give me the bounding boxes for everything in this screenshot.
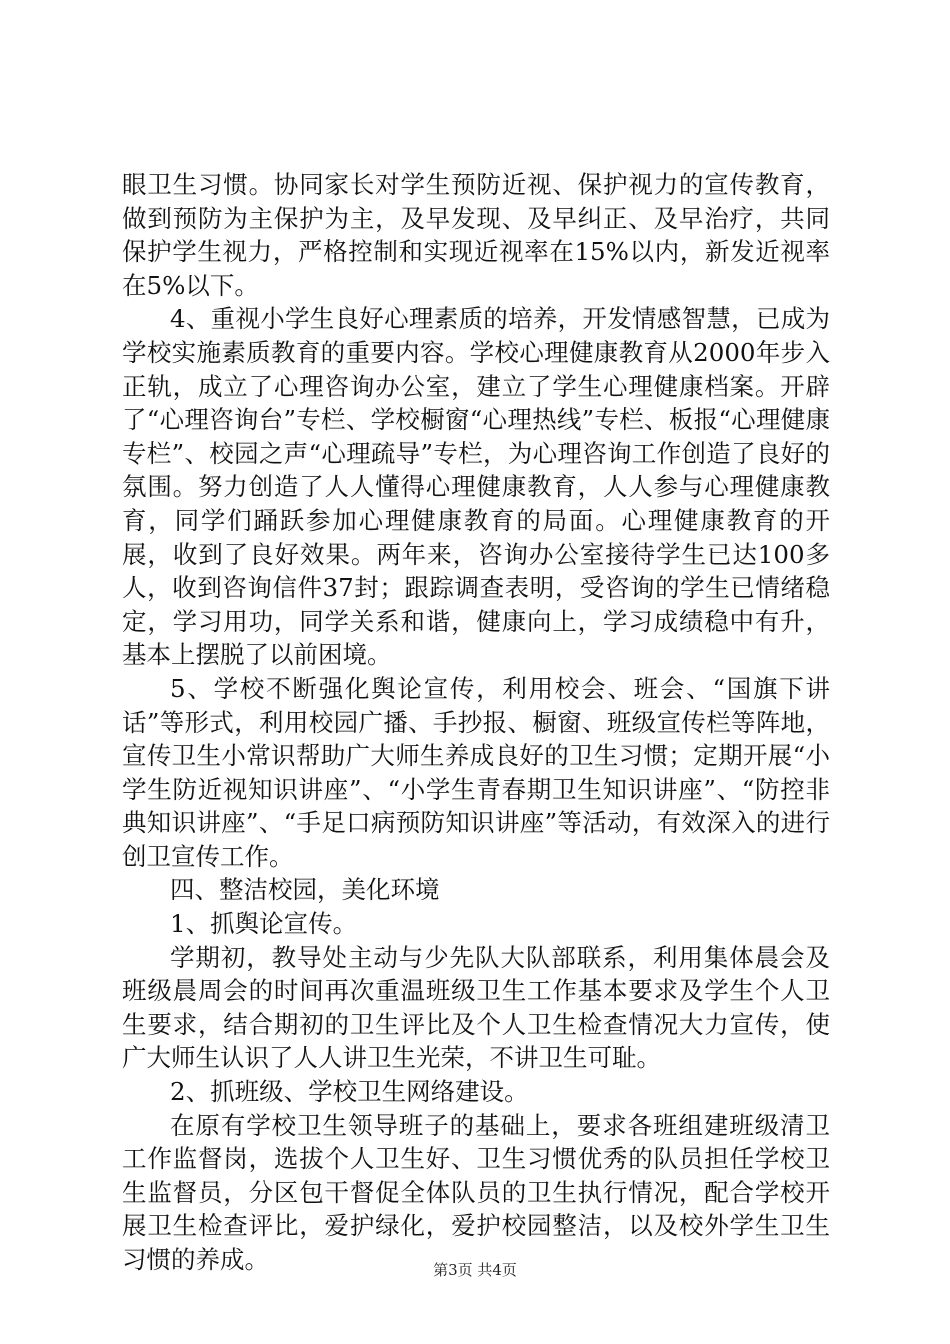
subheading-2: 2、抓班级、学校卫生网络建设。 (170, 1077, 529, 1107)
paragraph-3: 5、学校不断强化舆论宣传，利用校会、班会、“国旗下讲话”等形式，利用校园广播、手抄报、橱窗、班级宣传栏等阵地，宣传卫生小常识帮助广大师生养成良好的卫生习惯；定期开展“小学生防近视知识讲座”、“小学生青春期卫生知识讲座”、“防控非典知识讲座”、“手足口病预防知识讲座”等活动，有效深入的进行创卫宣传工作。 (122, 673, 830, 871)
page-footer: 第3页 共4页 (433, 1261, 517, 1279)
document-body (122, 168, 830, 1277)
paragraph-2: 4、重视小学生良好心理素质的培养，开发情感智慧，已成为学校实施素质教育的重要内容。学校心理健康教育从2000年步入正轨，成立了心理咨询办公室，建立了学生心理健康档案。开辟了“心理咨询台”专栏、学校橱窗“心理热线”专栏、板报“心理健康专栏”、校园之声“心理疏导”专栏，为心理咨询工作创造了良好的氛围。努力创造了人人懂得心理健康教育，人人参与心理健康教育，同学们踊跃参加心理健康教育的局面。心理健康教育的开展，收到了良好效果。两年来，咨询办公室接待学生已达100多人，收到咨询信件37封；跟踪调查表明，受咨询的学生已情绪稳定，学习用功，同学关系和谐，健康向上，学习成绩稳中有升，基本上摆脱了以前困境。 (122, 304, 830, 670)
section-heading: 四、整洁校园，美化环境 (170, 875, 440, 905)
paragraph-4: 学期初，教导处主动与少先队大队部联系，利用集体晨会及班级晨周会的时间再次重温班级卫生工作基本要求及学生个人卫生要求，结合期初的卫生评比及个人卫生检查情况大力宣传，使广大师生认识了人人讲卫生光荣，不讲卫生可耻。 (122, 942, 830, 1073)
paragraph-1: 眼卫生习惯。协同家长对学生预防近视、保护视力的宣传教育，做到预防为主保护为主，及早发现、及早纠正、及早治疗，共同保护学生视力，严格控制和实现近视率在15%以内，新发近视率在5%以下。 (122, 170, 830, 300)
paragraph-5: 在原有学校卫生领导班子的基础上，要求各班组建班级清卫工作监督岗，选拔个人卫生好、卫生习惯优秀的队员担任学校卫生监督员，分区包干督促全体队员的卫生执行情况，配合学校开展卫生检查评比，爱护绿化，爱护校园整洁，以及校外学生卫生习惯的养成。 (122, 1110, 830, 1274)
subheading-1: 1、抓舆论宣传。 (170, 909, 358, 939)
